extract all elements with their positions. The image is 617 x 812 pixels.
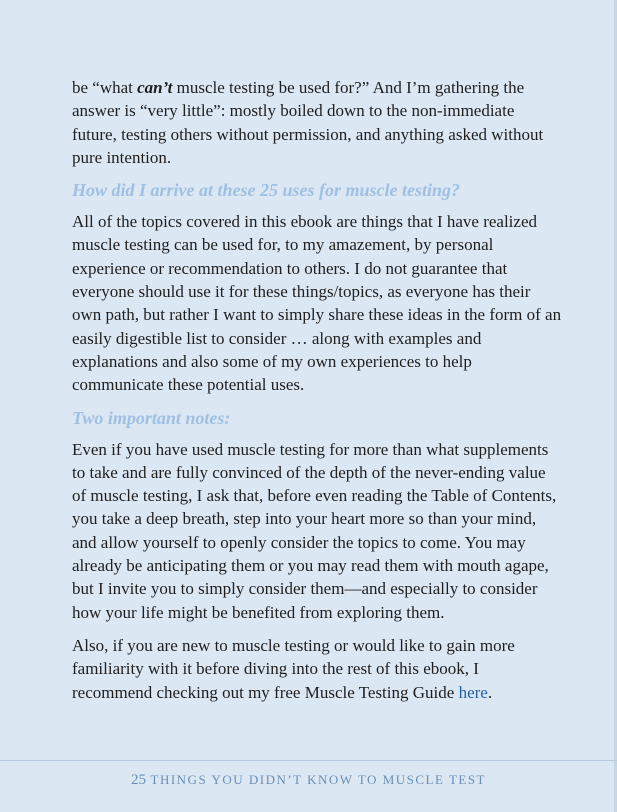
intro-text-start: be “what xyxy=(72,78,138,97)
intro-text-end: muscle testing be used for?” And I’m gathering the answer is “very little”: mostly boiled down to the non-immediate future, testing others without permission, and anything asked without pure intention. xyxy=(72,78,544,167)
page-footer xyxy=(0,772,617,789)
paragraph-guide xyxy=(72,634,562,704)
guide-text: Also, if you are new to muscle testing or would like to gain more familiarity with it before diving into the rest of this ebook, I recommend checking out my free Muscle Testing Guide xyxy=(72,635,515,702)
paragraph-notes: Even if you have used muscle testing for more than what supplements to take and are fully convinced of the depth of the never-ending value of muscle testing, I ask that, before even reading the Table of Contents, you take a deep breath, step into your heart more so than your mind, and allow yourself to openly consider the topics to come. You may already be anticipating them or you may read them with mouth agape, but I invite you to simply consider them—and especially to consider how your life might be benefited from exploring them. xyxy=(72,439,557,622)
paragraph-topics: All of the topics covered in this ebook are things that I have realized muscle testing can be used for, to my amazement, by personal experience or recommendation to others. I do not guarantee that everyone should use it for these things/topics, as everyone has their own path, but rather I want to simply share these ideas in the form of an easily digestible list to consider … along with examples and explanations and also some of my own experiences to help communicate these potential uses. xyxy=(72,212,562,395)
page-content xyxy=(72,76,562,714)
section-heading-notes: Two important notes: xyxy=(72,407,231,428)
footer-title: THINGS YOU DIDN’T KNOW TO MUSCLE TEST xyxy=(146,772,486,787)
guide-text-end: . xyxy=(487,682,493,702)
footer-divider xyxy=(0,760,617,761)
paragraph-intro xyxy=(72,76,562,169)
footer-number: 25 xyxy=(131,772,146,788)
section-heading-uses: How did I arrive at these 25 uses for muscle testing? xyxy=(72,180,461,201)
intro-emphasis: can’t xyxy=(137,78,173,97)
guide-link[interactable]: here xyxy=(458,682,488,702)
